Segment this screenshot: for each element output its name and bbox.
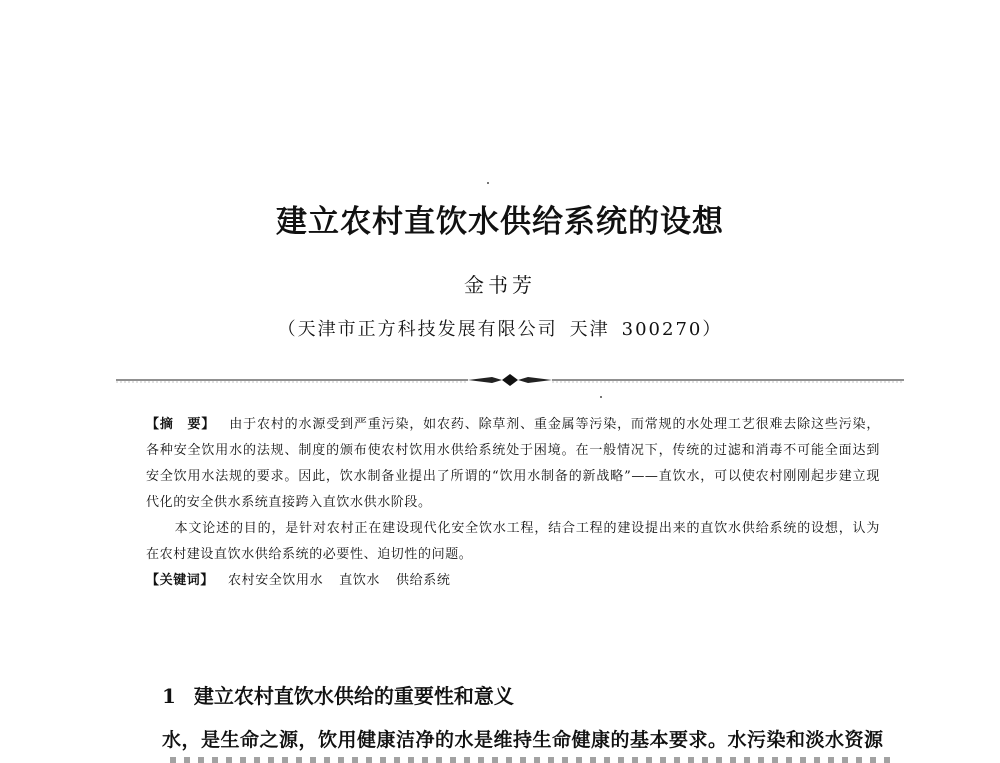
scan-speck — [600, 396, 602, 398]
abstract-block — [146, 412, 880, 594]
section-heading — [162, 680, 514, 709]
cropped-text-line — [170, 757, 890, 763]
affiliation — [0, 315, 1000, 341]
keyword-item: 农村安全饮用水 — [228, 573, 324, 588]
affiliation-org: （天津市正方科技发展有限公司 — [277, 319, 558, 340]
paper-title: 建立农村直饮水供给系统的设想 — [276, 204, 724, 240]
keywords-row — [146, 568, 880, 594]
keywords-label: 【关键词】 — [146, 573, 215, 588]
section-number: 1 — [162, 684, 176, 708]
abstract-label: 【摘 要】 — [146, 417, 216, 432]
abstract-para-2: 本文论述的目的，是针对农村正在建设现代化安全饮水工程，结合工程的建设提出来的直饮水供给系统的设想，认为在农村建设直饮水供给系统的必要性、迫切性的问题。 — [146, 521, 880, 562]
abstract-text-1: 由于农村的水源受到严重污染，如农药、除草剂、重金属等污染，而常规的水处理工艺很难去除这些污染，各种安全饮用水的法规、制度的颁布使农村饮用水供给系统处于困境。在一般情况下，传统的过滤和消毒不可能全面达到安全饮用水法规的要求。因此，饮水制备业提出了所谓的“饮用水制备的新战略”——直饮水，可以使农村刚刚起步建立现代化的安全供水系统直接跨入直饮水供水阶段。 — [146, 417, 880, 510]
section-title: 建立农村直饮水供给的重要性和意义 — [193, 684, 514, 708]
abstract-para-1 — [146, 412, 880, 516]
affiliation-postcode: 300270） — [621, 319, 723, 340]
ornamental-divider — [116, 372, 904, 388]
keyword-item: 供给系统 — [396, 573, 451, 588]
affiliation-city: 天津 — [569, 319, 610, 340]
body-paragraph: 水，是生命之源，饮用健康洁净的水是维持生命健康的基本要求。水污染和淡水资源 — [162, 729, 884, 751]
author-name: 金书芳 — [464, 273, 536, 297]
scan-speck — [487, 182, 489, 184]
keyword-item: 直饮水 — [339, 573, 381, 588]
